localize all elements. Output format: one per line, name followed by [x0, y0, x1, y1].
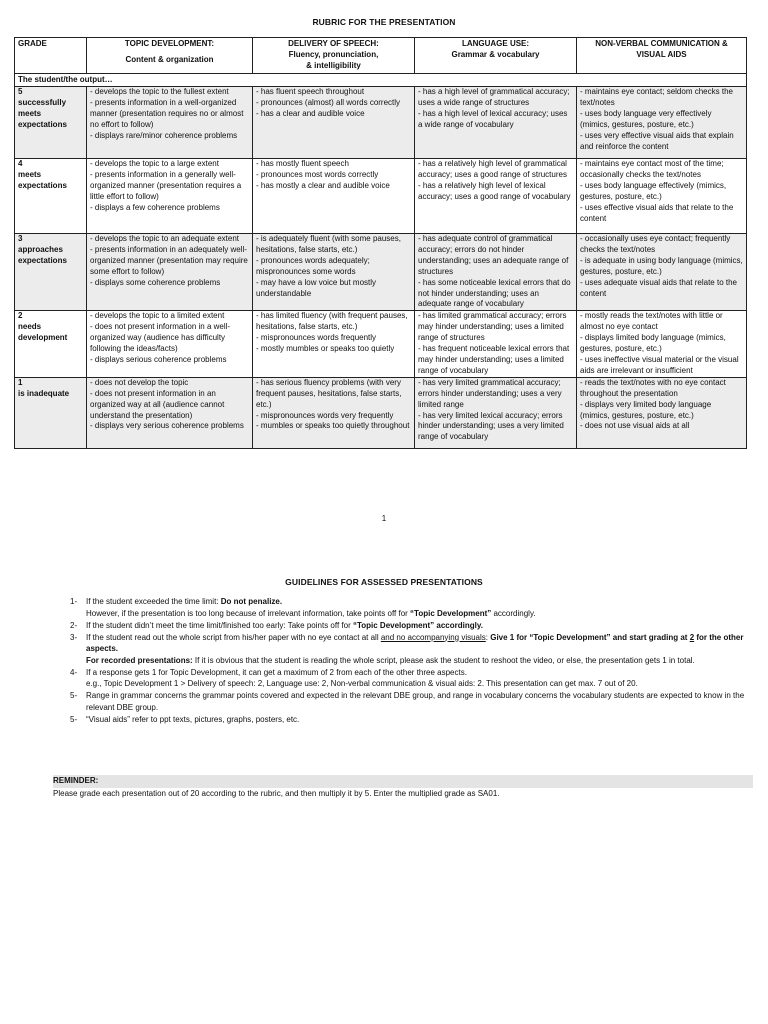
- header-delivery-of-speech: [253, 38, 415, 74]
- criterion-line: - occasionally uses eye contact; frequently checks the text/notes: [580, 234, 731, 254]
- delivery-of-speech-cell: [253, 234, 415, 311]
- guideline-number: 5-: [70, 714, 78, 724]
- delivery-of-speech-cell: [253, 377, 415, 448]
- criterion-line: - maintains eye contact; seldom checks the text/notes: [580, 87, 733, 107]
- rubric-row-grade-1: [15, 377, 747, 448]
- criterion-line: - may have a low voice but mostly understandable: [256, 277, 377, 298]
- criterion-line: - has a clear and audible voice: [256, 108, 365, 118]
- grade-cell: [15, 87, 87, 159]
- guideline-emphasis: Do not penalize.: [220, 597, 283, 606]
- criterion-line: - has very limited grammatical accuracy; errors hinder understanding; uses a very limited range: [418, 377, 562, 409]
- guideline-item: [70, 667, 760, 690]
- header-language-use: [415, 38, 577, 74]
- language-use-cell: [415, 159, 577, 234]
- language-use-cell: [415, 234, 577, 311]
- header-delivery-line3: & intelligibility: [306, 60, 361, 70]
- guideline-item: [70, 714, 760, 726]
- guideline-text: accordingly.: [491, 608, 536, 618]
- criterion-line: - has limited grammatical accuracy; errors may hinder understanding; uses a limited range of structures: [418, 311, 567, 343]
- criterion-line: - does not develop the topic: [90, 377, 189, 387]
- grade-label: needs development: [18, 322, 68, 343]
- nonverbal-visual-aids-cell: [577, 377, 747, 448]
- reminder-label: REMINDER:: [53, 776, 99, 785]
- nonverbal-visual-aids-cell: [577, 311, 747, 377]
- criterion-line: - displays limited body language (mimics, gestures, posture, etc.): [580, 333, 726, 354]
- criterion-line: - is adequately fluent (with some pauses, hesitations, false starts, etc.): [256, 234, 401, 254]
- criterion-line: - develops the topic to the fullest extent: [90, 87, 229, 96]
- nonverbal-visual-aids-cell: [577, 159, 747, 234]
- guideline-text: e.g., Topic Development 1 > Delivery of speech: 2, Language use: 2, Non-verbal communication & visual aids: 2. This presentation can get max. 7 out of 20.: [86, 679, 638, 688]
- guideline-item: [70, 620, 760, 632]
- guideline-text: If the student didn’t meet the time limit/finished too early: Take points off for: [86, 620, 353, 630]
- criterion-line: - presents information in a well-organized manner (presentation requires no or almost no effort to follow): [90, 97, 244, 129]
- guideline-number: 5-: [70, 691, 78, 700]
- nonverbal-visual-aids-cell: [577, 87, 747, 159]
- student-output-label: The student/the output…: [15, 74, 747, 87]
- delivery-of-speech-cell: [253, 311, 415, 377]
- criterion-line: - has adequate control of grammatical accuracy; errors do not hinder understanding; uses an adequate range of structures: [418, 234, 569, 276]
- grade-cell: [15, 159, 87, 234]
- delivery-of-speech-cell: [253, 87, 415, 159]
- criterion-line: - has very limited lexical accuracy; errors hinder understanding; uses a very limited range of vocabulary: [418, 410, 564, 442]
- guideline-emphasis: “Topic Development”: [410, 608, 492, 618]
- guideline-item: [70, 596, 760, 619]
- topic-development-cell: [87, 377, 253, 448]
- topic-development-cell: [87, 87, 253, 159]
- criterion-line: - pronounces (almost) all words correctly: [256, 97, 401, 107]
- header-topic-line1: TOPIC DEVELOPMENT:: [124, 39, 215, 48]
- guidelines-list: [70, 596, 760, 726]
- rubric-row-grade-3: [15, 234, 747, 311]
- guideline-text: “Visual aids” refer to ppt texts, pictures, graphs, posters, etc.: [86, 714, 300, 724]
- criterion-line: - uses effective visual aids that relate to the content: [580, 202, 734, 223]
- reminder-highlight-bar: [53, 775, 753, 788]
- criterion-line: - develops the topic to a large extent: [90, 159, 219, 168]
- header-delivery-line1: DELIVERY OF SPEECH:: [288, 39, 379, 48]
- grade-number: 4: [18, 159, 23, 168]
- grade-label: meets expectations: [18, 169, 67, 190]
- grade-label: is inadequate: [18, 388, 70, 398]
- rubric-title: RUBRIC FOR THE PRESENTATION: [312, 17, 456, 27]
- language-use-cell: [415, 311, 577, 377]
- criterion-line: - mispronounces words frequently: [256, 333, 377, 343]
- guideline-number: 1-: [70, 597, 78, 606]
- criterion-line: - maintains eye contact most of the time; occasionally checks the text/notes: [580, 159, 724, 179]
- criterion-line: - uses adequate visual aids that relate to the content: [580, 277, 737, 298]
- criterion-line: - mostly mumbles or speaks too quietly: [256, 344, 395, 354]
- criterion-line: - uses body language effectively (mimics, gestures, posture, etc.): [580, 180, 727, 201]
- topic-development-cell: [87, 311, 253, 377]
- criterion-line: - presents information in a generally well-organized manner (presentation requires a little effort to follow): [90, 169, 242, 201]
- header-nonverbal-visual-aids: [577, 38, 747, 74]
- criterion-line: - has fluent speech throughout: [256, 87, 365, 96]
- criterion-line: - mostly reads the text/notes with little or almost no eye contact: [580, 311, 723, 332]
- topic-development-cell: [87, 234, 253, 311]
- guideline-emphasis: “Topic Development” accordingly.: [352, 620, 483, 630]
- criterion-line: - pronounces words adequately; mispronounces some words: [256, 255, 370, 276]
- criterion-line: - presents information in an adequately well-organized manner (presentation may require some effort to follow): [90, 244, 248, 276]
- grade-label: approaches expectations: [18, 244, 67, 265]
- rubric-row-grade-5: [15, 87, 747, 159]
- criterion-line: - has serious fluency problems (with very frequent pauses, hesitations, false starts, etc.): [256, 377, 402, 409]
- criterion-line: - has a relatively high level of grammatical accuracy; uses a good range of structures: [418, 159, 567, 179]
- criterion-line: - uses ineffective visual material or the visual aids are irrelevant or insufficient: [580, 354, 739, 375]
- criterion-line: - has mostly fluent speech: [256, 159, 349, 168]
- rubric-table: [14, 37, 747, 449]
- page-number: 1: [381, 514, 387, 523]
- guideline-number: 4-: [70, 667, 78, 677]
- grade-number: 2: [18, 311, 23, 321]
- criterion-line: - has frequent noticeable lexical errors that may hinder understanding; uses a limited range of vocabulary: [418, 344, 570, 375]
- guideline-emphasis-underlined: 2: [689, 632, 695, 642]
- criterion-line: - uses very effective visual aids that explain and reinforce the content: [580, 130, 734, 151]
- guideline-text: If a response gets 1 for Topic Development, it can get a maximum of 2 from each of the other three aspects.: [86, 667, 467, 677]
- guideline-emphasis: For recorded presentations:: [86, 655, 193, 665]
- header-language-line2: Grammar & vocabulary: [451, 49, 540, 59]
- header-nonverbal-line2: VISUAL AIDS: [636, 49, 687, 59]
- criterion-line: - does not present information in an organized way at all (audience cannot understand the presentation): [90, 388, 225, 420]
- guideline-item: [70, 690, 760, 713]
- criterion-line: - displays very serious coherence problems: [90, 421, 244, 431]
- criterion-line: - reads the text/notes with no eye contact throughout the presentation: [580, 377, 726, 398]
- criterion-line: - displays serious coherence problems: [90, 354, 227, 364]
- guideline-emphasis: Give 1 for “Topic Development” and start grading at: [490, 632, 690, 642]
- criterion-line: - displays a few coherence problems: [90, 202, 220, 212]
- reminder-text: Please grade each presentation out of 20 according to the rubric, and then multiply it by 5. Enter the multiplied grade as SA01.: [53, 789, 500, 798]
- rubric-row-grade-4: [15, 159, 747, 234]
- grade-number: 3: [18, 234, 23, 243]
- criterion-line: - has a relatively high level of lexical accuracy; uses a good range of vocabulary: [418, 180, 571, 201]
- guideline-number: 2-: [70, 620, 78, 630]
- language-use-cell: [415, 377, 577, 448]
- grade-label: successfully meets expectations: [18, 97, 67, 129]
- header-topic-development: [87, 38, 253, 74]
- grade-number: 1: [18, 377, 23, 387]
- criterion-line: - develops the topic to an adequate extent: [90, 234, 239, 243]
- criterion-line: - uses body language very effectively (mimics, gestures, posture, etc.): [580, 108, 712, 129]
- criterion-line: - pronounces most words correctly: [256, 169, 379, 179]
- grade-cell: [15, 234, 87, 311]
- criterion-line: - is adequate in using body language (mimics, gestures, posture, etc.): [580, 255, 743, 276]
- grade-cell: [15, 311, 87, 377]
- header-delivery-line2: Fluency, pronunciation,: [288, 49, 379, 59]
- criterion-line: - develops the topic to a limited extent: [90, 311, 225, 321]
- guideline-underlined: and no accompanying visuals: [380, 632, 486, 642]
- rubric-body: [15, 87, 747, 449]
- rubric-header-row: [15, 38, 747, 74]
- guideline-text: Range in grammar concerns the grammar points covered and expected in the relevant DBE group, and range in vocabulary concerns the vocabulary students are expected to know in the relevant DBE group.: [86, 691, 745, 712]
- grade-cell: [15, 377, 87, 448]
- language-use-cell: [415, 87, 577, 159]
- delivery-of-speech-cell: [253, 159, 415, 234]
- guidelines-title: GUIDELINES FOR ASSESSED PRESENTATIONS: [285, 577, 483, 587]
- rubric-row-grade-2: [15, 311, 747, 377]
- header-grade: GRADE: [15, 38, 87, 74]
- guideline-text: However, if the presentation is too long because of irrelevant information, take points off for: [86, 608, 411, 618]
- criterion-line: - has some noticeable lexical errors that do not hinder understanding; uses an adequate range of vocabulary: [418, 277, 571, 309]
- criterion-line: - displays some coherence problems: [90, 277, 221, 287]
- guideline-text: If the student read out the whole script from his/her paper with no eye contact at all: [86, 632, 381, 642]
- grade-number: 5: [18, 87, 23, 96]
- guideline-item: [70, 632, 760, 667]
- criterion-line: - mumbles or speaks too quietly throughout: [256, 421, 410, 431]
- topic-development-cell: [87, 159, 253, 234]
- criterion-line: - mispronounces words very frequently: [256, 410, 394, 420]
- criterion-line: - displays very limited body language (mimics, gestures, posture, etc.): [580, 399, 712, 420]
- header-language-line1: LANGUAGE USE:: [461, 39, 530, 48]
- criterion-line: - has limited fluency (with frequent pauses, hesitations, false starts, etc.): [256, 311, 408, 332]
- criterion-line: - displays rare/minor coherence problems: [90, 130, 238, 140]
- guideline-text: :: [485, 632, 491, 642]
- guideline-emphasis: for the other aspects.: [86, 632, 744, 653]
- criterion-line: - has a high level of grammatical accuracy; uses a wide range of structures: [418, 87, 570, 107]
- nonverbal-visual-aids-cell: [577, 234, 747, 311]
- criterion-line: - has a high level of lexical accuracy; uses a wide range of vocabulary: [418, 108, 568, 129]
- guideline-text: If the student exceeded the time limit:: [86, 597, 221, 606]
- guideline-number: 3-: [70, 632, 78, 642]
- criterion-line: - does not present information in a well-organized way (audience has difficulty following the ideas/facts): [90, 322, 231, 354]
- criterion-line: - does not use visual aids at all: [580, 421, 690, 431]
- header-topic-line2: Content & organization: [125, 54, 214, 64]
- header-nonverbal-line1: NON-VERBAL COMMUNICATION &: [595, 39, 728, 48]
- criterion-line: - has mostly a clear and audible voice: [256, 180, 390, 190]
- guideline-text: If it is obvious that the student is reading the whole script, please ask the student to reshoot the video, or else, the presentation gets 1 in total.: [192, 655, 695, 665]
- student-output-row: [15, 74, 747, 87]
